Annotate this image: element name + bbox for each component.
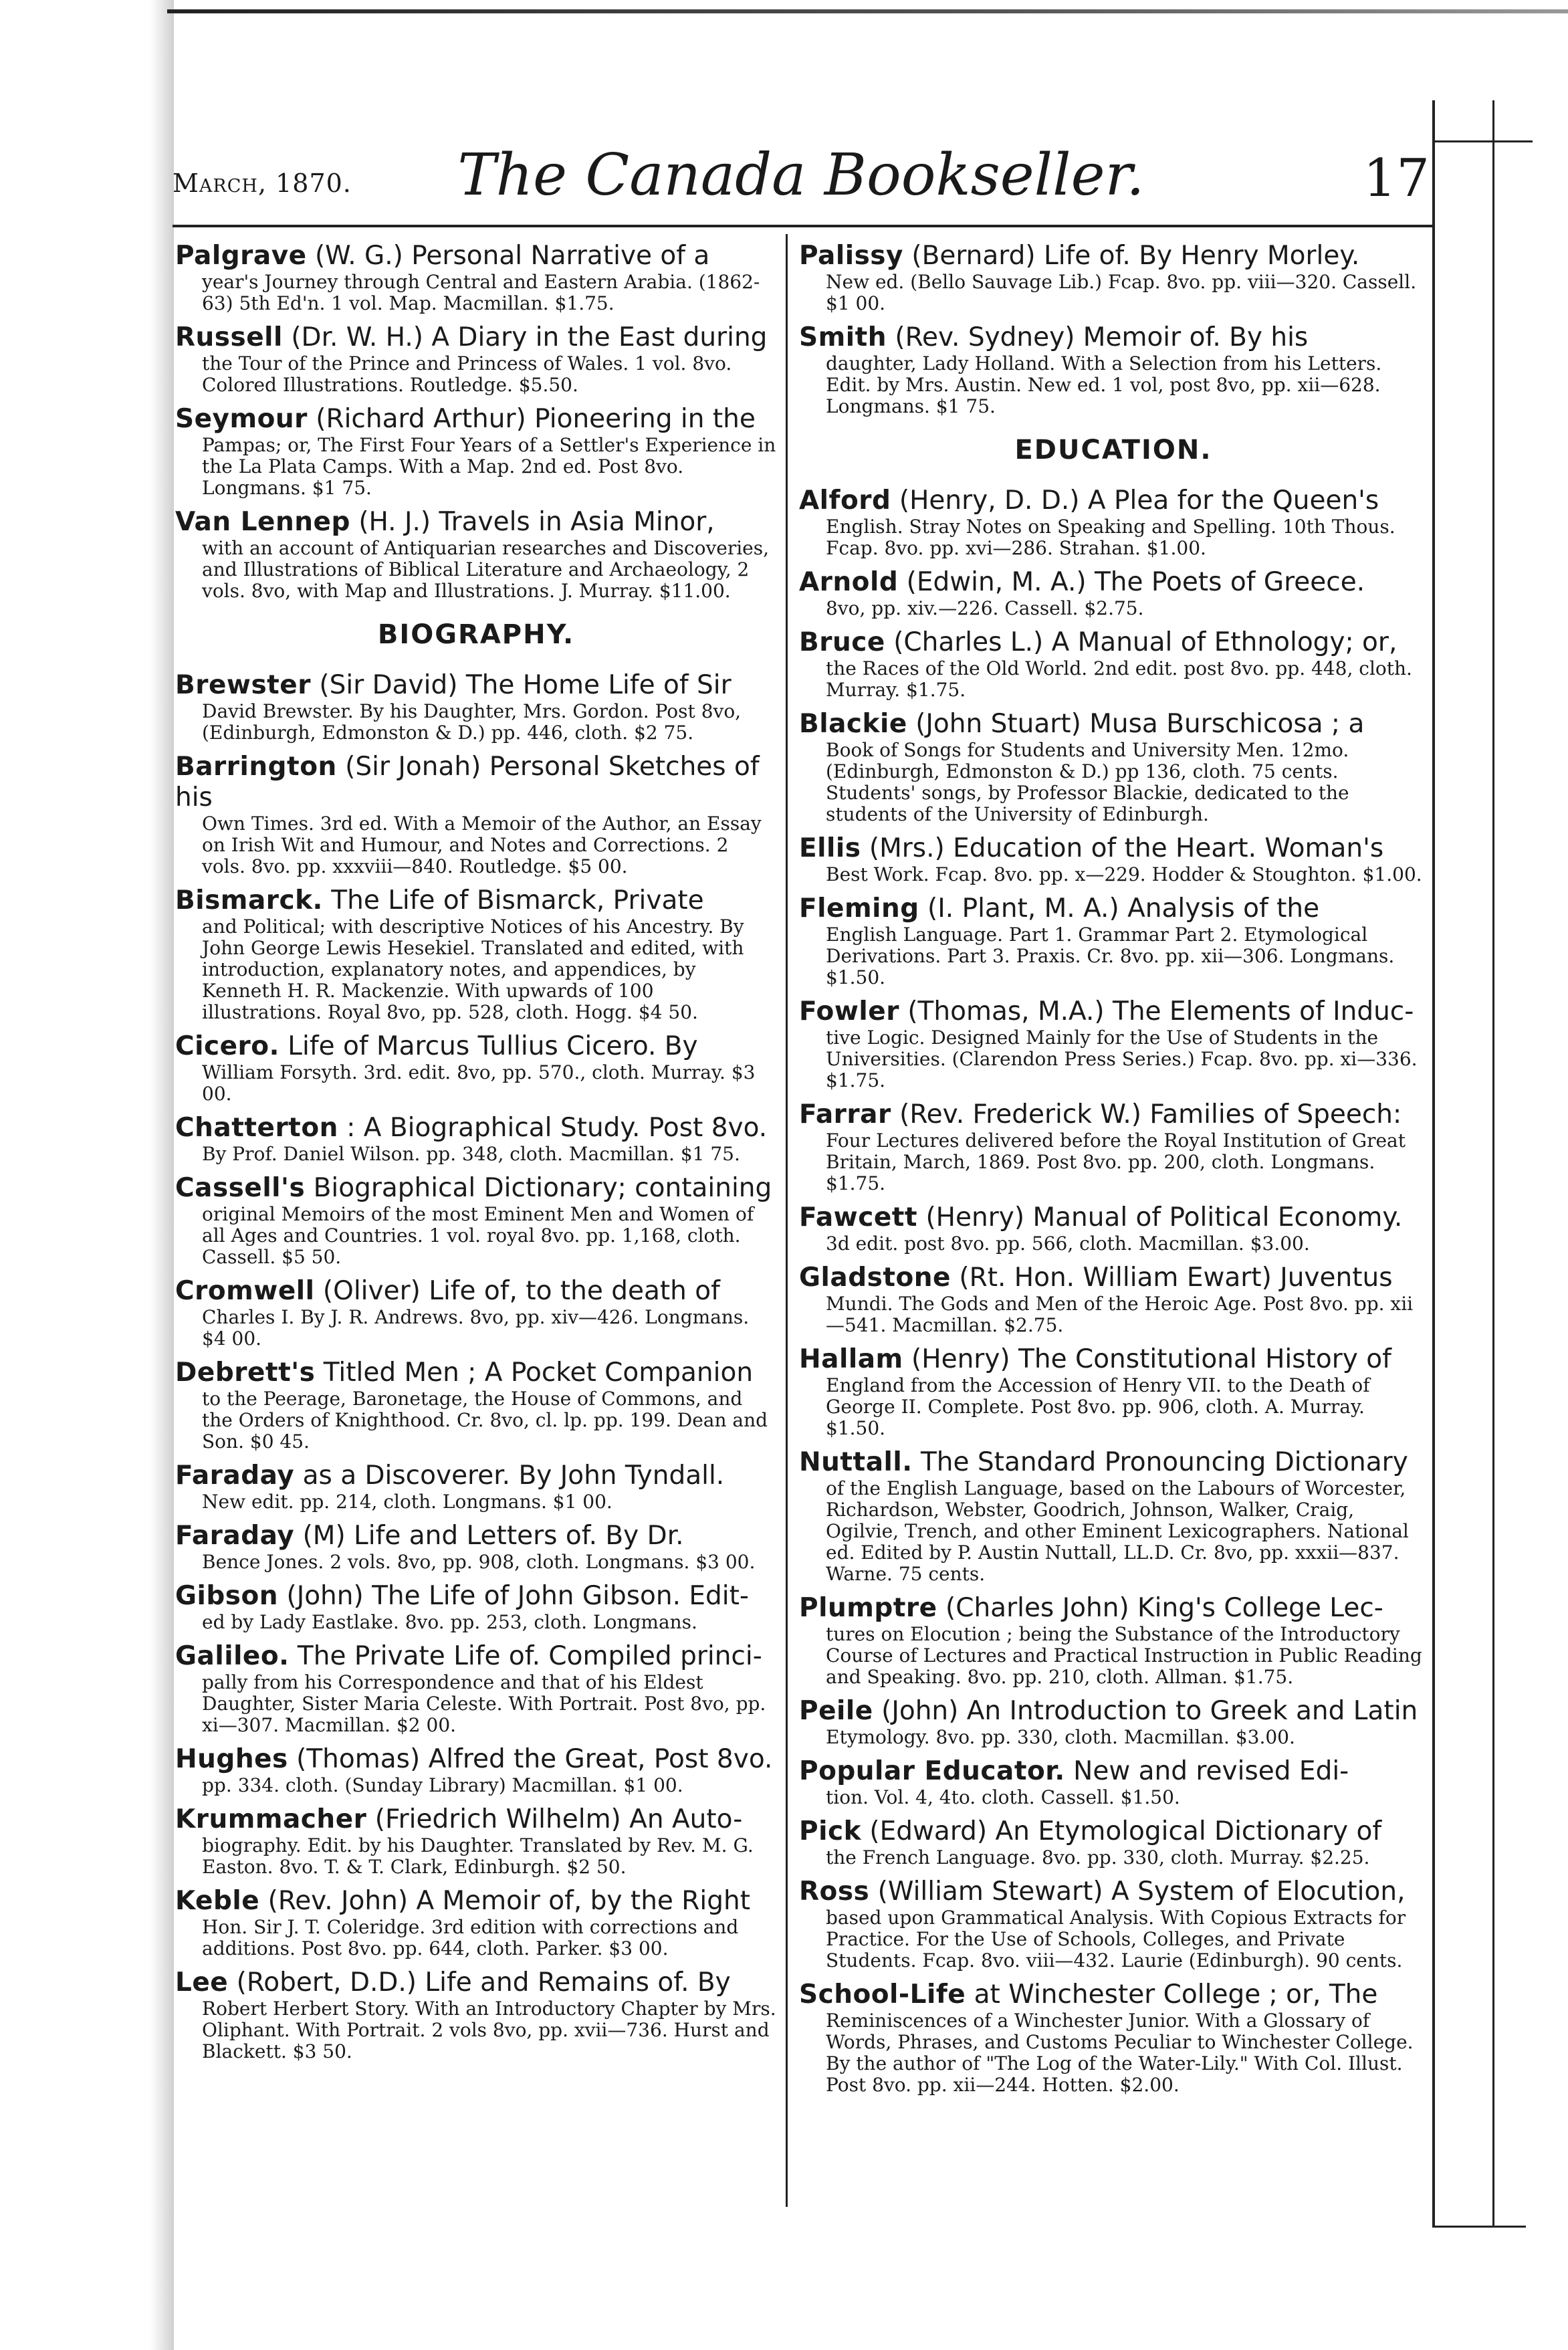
entry-details: tion. Vol. 4, 4to. cloth. Cassell. $1.50.	[826, 1786, 1180, 1808]
book-entry	[799, 1980, 1428, 2096]
book-entry	[175, 1461, 777, 1513]
entry-headword: Cassell's	[175, 1173, 306, 1203]
entry-title: (Richard Arthur) Pioneering in the	[307, 404, 756, 434]
entry-title: The Private Life of. Compiled princi-	[289, 1641, 762, 1671]
entry-details: the Tour of the Prince and Princess of Wales. 1 vol. 8vo. Colored Illustrations. Routledge. $5.50.	[202, 352, 732, 396]
book-entry	[799, 996, 1428, 1091]
book-entry	[799, 1263, 1428, 1336]
entry-headword: Palgrave	[175, 241, 307, 271]
entry-title: (Charles John) King's College Lec-	[937, 1593, 1383, 1623]
entry-title: : A Biographical Study. Post 8vo.	[338, 1113, 768, 1143]
entry-headword: Pick	[799, 1816, 862, 1846]
journal-title: The Canada Bookseller.	[457, 142, 1145, 209]
entry-headword: Faraday	[175, 1461, 295, 1491]
entry-details: daughter, Lady Holland. With a Selection from his Letters. Edit. by Mrs. Austin. New ed. 1 vol, post 8vo, pp. xii—628. Longmans. $1 75.	[826, 352, 1382, 417]
entry-title: (Charles L.) A Manual of Ethnology; or,	[885, 627, 1397, 657]
top-border-rule	[167, 9, 1568, 13]
entry-details: New edit. pp. 214, cloth. Longmans. $1 00.	[202, 1491, 612, 1513]
entry-title: (W. G.) Personal Narrative of a	[306, 241, 710, 271]
book-entry	[799, 1593, 1428, 1688]
book-entry	[175, 507, 777, 602]
entry-headword: Fowler	[799, 996, 899, 1027]
entry-details: Etymology. 8vo. pp. 330, cloth. Macmillan. $3.00.	[826, 1726, 1295, 1748]
book-entry	[175, 885, 777, 1023]
book-entry	[175, 1641, 777, 1736]
entry-title: (Rev. Sydney) Memoir of. By his	[887, 322, 1309, 352]
entry-title-line	[175, 1967, 777, 1998]
entry-title-line	[799, 1756, 1428, 1787]
book-entry	[175, 1744, 777, 1796]
entry-title-line	[175, 1461, 777, 1491]
entry-title: The Standard Pronouncing Dictionary	[912, 1447, 1408, 1477]
entry-headword: Seymour	[175, 404, 308, 434]
entry-title-line	[175, 670, 777, 701]
section-heading-biography: BIOGRAPHY.	[377, 619, 575, 650]
entry-title-line	[175, 1113, 777, 1144]
entry-title-line	[175, 1521, 777, 1552]
book-entry	[799, 627, 1428, 701]
book-entry	[175, 404, 777, 499]
entry-title-line	[175, 507, 777, 538]
entry-headword: Bruce	[799, 627, 885, 657]
entry-title-line	[799, 893, 1428, 924]
entry-title-line	[175, 752, 777, 813]
entry-headword: Krummacher	[175, 1804, 367, 1834]
entry-title-line	[799, 1696, 1428, 1727]
entry-title: The Life of Bismarck, Private	[322, 885, 704, 916]
biography-entries	[175, 670, 777, 2062]
entry-headword: Barrington	[175, 752, 337, 782]
entry-title-line	[799, 1447, 1428, 1478]
entry-headword: Gibson	[175, 1581, 279, 1611]
entry-details: biography. Edit. by his Daughter. Translated by Rev. M. G. Easton. 8vo. T. & T. Clark, Edinburgh. $2 50.	[202, 1834, 754, 1878]
entry-details: England from the Accession of Henry VII. to the Death of George II. Complete. Post 8vo. pp. 906, cloth. A. Murray. $1.50.	[826, 1374, 1370, 1439]
entry-headword: Plumptre	[799, 1593, 937, 1623]
entry-details: New ed. (Bello Sauvage Lib.) Fcap. 8vo. pp. viii—320. Cassell. $1 00.	[826, 271, 1417, 314]
entry-headword: Palissy	[799, 241, 903, 271]
entry-title: (Dr. W. H.) A Diary in the East during	[282, 322, 768, 352]
entry-title-line	[175, 1581, 777, 1612]
entry-headword: Van Lennep	[175, 507, 350, 537]
book-entry	[175, 1276, 777, 1350]
book-entry	[175, 1521, 777, 1573]
entry-details: tive Logic. Designed Mainly for the Use of Students in the Universities. (Clarendon Press Series.) Fcap. 8vo. pp. xi—336. $1.75.	[826, 1027, 1418, 1091]
entry-title-line	[175, 1276, 777, 1307]
entry-title-line	[175, 1358, 777, 1388]
entry-headword: Lee	[175, 1967, 229, 1998]
entry-title-line	[175, 1641, 777, 1672]
issue-date: March, 1870.	[173, 169, 352, 198]
entry-title-line	[175, 1744, 777, 1775]
entry-details: Best Work. Fcap. 8vo. pp. x—229. Hodder & Stoughton. $1.00.	[826, 863, 1422, 885]
entry-title-line	[799, 1816, 1428, 1847]
outer-header-rule	[1432, 140, 1533, 142]
book-entry	[799, 1099, 1428, 1194]
entry-title-line	[175, 1886, 777, 1917]
entry-title-line	[799, 322, 1428, 353]
entry-headword: Russell	[175, 322, 283, 352]
entry-details: and Political; with descriptive Notices of his Ancestry. By John George Lewis Hesekiel. Translated and edited, with introduction, explanatory notes, and appendices, by Kenneth H. R. Mackenzie. With upwards of 100 illustrations. Royal 8vo, pp. 528, cloth. Hogg. $4 50.	[202, 916, 744, 1023]
entry-title-line	[799, 996, 1428, 1027]
entry-headword: Alford	[799, 486, 891, 516]
entry-headword: Peile	[799, 1696, 873, 1726]
entry-details: Mundi. The Gods and Men of the Heroic Age. Post 8vo. pp. xii—541. Macmillan. $2.75.	[826, 1293, 1414, 1336]
entry-headword: Farrar	[799, 1099, 891, 1130]
entry-title: Titled Men ; A Pocket Companion	[315, 1358, 754, 1388]
book-entry	[175, 322, 777, 396]
entry-title: (H. J.) Travels in Asia Minor,	[350, 507, 715, 537]
book-entry	[799, 1447, 1428, 1585]
book-entry	[799, 486, 1428, 559]
entry-title: (Sir Jonah) Personal Sketches of his	[175, 752, 760, 813]
book-entry	[799, 1877, 1428, 1971]
right-column	[799, 241, 1428, 2270]
entry-title-line	[175, 1804, 777, 1835]
entry-headword: Cromwell	[175, 1276, 315, 1306]
page-binding-edge	[0, 0, 174, 2350]
entry-headword: Bismarck.	[175, 885, 323, 916]
entry-details: Own Times. 3rd ed. With a Memoir of the Author, an Essay on Irish Wit and Humour, and Notes and Corrections. 2 vols. 8vo. pp. xxxviii—840. Routledge. $5 00.	[202, 813, 762, 877]
entry-details: of the English Language, based on the Labours of Worcester, Richardson, Webster, Goodrich, Johnson, Walker, Craig, Ogilvie, Trench, and other Eminent Lexicographers. National ed. Edited by P. Austin Nuttall, LL.D. Cr. 8vo, pp. xxxii—837. Warne. 75 cents.	[826, 1477, 1409, 1585]
entry-title: (Edwin, M. A.) The Poets of Greece.	[898, 567, 1365, 597]
entry-title: (John Stuart) Musa Burschicosa ; a	[907, 709, 1365, 739]
biography-continued-entries	[799, 241, 1428, 417]
entry-title: (Friedrich Wilhelm) An Auto-	[366, 1804, 743, 1834]
entry-title-line	[799, 1202, 1428, 1233]
entry-title-line	[799, 486, 1428, 516]
book-entry	[799, 1202, 1428, 1255]
entry-details: with an account of Antiquarian researches and Discoveries, and Illustrations of Biblical Literature and Archaeology, 2 vols. 8vo, with Map and Illustrations. J. Murray. $11.00.	[202, 537, 770, 602]
entry-headword: Galileo.	[175, 1641, 290, 1671]
book-entry	[175, 1886, 777, 1959]
entry-title: Biographical Dictionary; containing	[305, 1173, 772, 1203]
book-entry	[799, 1756, 1428, 1808]
book-entry	[799, 833, 1428, 885]
entry-title: (I. Plant, M. A.) Analysis of the	[919, 893, 1320, 924]
entry-title: (William Stewart) A System of Elocution,	[869, 1877, 1406, 1907]
education-entries	[799, 486, 1428, 2096]
book-entry	[175, 1581, 777, 1633]
entry-details: based upon Grammatical Analysis. With Copious Extracts for Practice. For the Use of Schools, Colleges, and Private Students. Fcap. 8vo. viii—432. Laurie (Edinburgh). 90 cents.	[826, 1907, 1406, 1971]
entry-details: Four Lectures delivered before the Royal Institution of Great Britain, March, 1869. Post 8vo. pp. 200, cloth. Longmans. $1.75.	[826, 1130, 1406, 1194]
book-entry	[175, 670, 777, 744]
book-entry	[175, 1113, 777, 1165]
entry-title-line	[799, 1344, 1428, 1375]
book-entry	[175, 752, 777, 877]
entry-details: Charles I. By J. R. Andrews. 8vo, pp. xiv—426. Longmans. $4 00.	[202, 1306, 750, 1350]
entry-title-line	[799, 833, 1428, 864]
entry-details: pp. 334. cloth. (Sunday Library) Macmillan. $1 00.	[202, 1774, 683, 1796]
entry-title: (John) An Introduction to Greek and Latin	[873, 1696, 1418, 1726]
footer-rule	[1432, 2226, 1526, 2228]
entry-title-line	[799, 1263, 1428, 1293]
right-margin-rule	[1432, 100, 1435, 2227]
entry-title: (Thomas) Alfred the Great, Post 8vo.	[288, 1744, 773, 1774]
page-header	[173, 142, 1430, 215]
entry-details: the French Language. 8vo. pp. 330, cloth. Murray. $2.25.	[826, 1846, 1370, 1868]
entry-title: (Bernard) Life of. By Henry Morley.	[903, 241, 1360, 271]
entry-headword: Ross	[799, 1877, 870, 1907]
entry-details: 8vo, pp. xiv.—226. Cassell. $2.75.	[826, 597, 1144, 619]
entry-title: at Winchester College ; or, The	[966, 1980, 1378, 2010]
book-entry	[175, 241, 777, 314]
entry-title: (John) The Life of John Gibson. Edit-	[278, 1581, 750, 1611]
entry-details: William Forsyth. 3rd. edit. 8vo, pp. 570., cloth. Murray. $3 00.	[202, 1061, 756, 1105]
entry-headword: Keble	[175, 1886, 260, 1916]
entry-details: Robert Herbert Story. With an Introductory Chapter by Mrs. Oliphant. With Portrait. 2 vols 8vo, pp. xvii—736. Hurst and Blackett. $3 50.	[202, 1998, 776, 2062]
entry-headword: Arnold	[799, 567, 899, 597]
book-entry	[175, 1173, 777, 1268]
entry-title: New and revised Edi-	[1065, 1756, 1349, 1786]
entry-title-line	[175, 1031, 777, 1062]
entry-details: year's Journey through Central and Eastern Arabia. (1862-63) 5th Ed'n. 1 vol. Map. Macmillan. $1.75.	[202, 271, 760, 314]
page-number: 17	[1363, 148, 1430, 209]
entry-details: the Races of the Old World. 2nd edit. post 8vo. pp. 448, cloth. Murray. $1.75.	[826, 657, 1412, 701]
outer-right-rule	[1492, 100, 1494, 2227]
entry-title-line	[799, 241, 1428, 272]
entry-headword: Cicero.	[175, 1031, 279, 1061]
entry-title-line	[799, 1099, 1428, 1130]
left-column	[175, 241, 777, 2270]
entry-title-line	[175, 885, 777, 916]
entry-title-line	[799, 1877, 1428, 1907]
entry-details: ed by Lady Eastlake. 8vo. pp. 253, cloth. Longmans.	[202, 1611, 697, 1633]
book-entry	[799, 1344, 1428, 1439]
book-entry	[175, 1358, 777, 1453]
entry-headword: Nuttall.	[799, 1447, 913, 1477]
entry-title: (Rt. Hon. William Ewart) Juventus	[950, 1263, 1393, 1293]
entry-details: David Brewster. By his Daughter, Mrs. Gordon. Post 8vo, (Edinburgh, Edmonston & D.) pp. 446, cloth. $2 75.	[202, 700, 742, 744]
entry-details: Bence Jones. 2 vols. 8vo, pp. 908, cloth. Longmans. $3 00.	[202, 1551, 756, 1573]
entry-title: (Rev. John) A Memoir of, by the Right	[259, 1886, 750, 1916]
book-entry	[799, 567, 1428, 619]
entry-details: 3d edit. post 8vo. pp. 566, cloth. Macmillan. $3.00.	[826, 1233, 1310, 1255]
entry-title-line	[175, 322, 777, 353]
entry-title-line	[799, 567, 1428, 598]
book-entry	[799, 1696, 1428, 1748]
entry-title-line	[175, 404, 777, 435]
entry-title: (Sir David) The Home Life of Sir	[310, 670, 732, 700]
entry-title-line	[799, 709, 1428, 740]
entry-title: (M) Life and Letters of. By Dr.	[294, 1521, 684, 1551]
entry-title-line	[799, 627, 1428, 658]
entry-headword: Faraday	[175, 1521, 295, 1551]
entry-details: tures on Elocution ; being the Substance of the Introductory Course of Lectures and Practical Instruction in Public Reading and Speaking. 8vo. pp. 210, cloth. Allman. $1.75.	[826, 1623, 1422, 1688]
entry-title: (Robert, D.D.) Life and Remains of. By	[228, 1967, 731, 1998]
entry-details: English. Stray Notes on Speaking and Spelling. 10th Thous. Fcap. 8vo. pp. xvi—286. Strahan. $1.00.	[826, 516, 1395, 559]
header-rule	[173, 225, 1434, 227]
book-entry	[175, 1804, 777, 1878]
entry-title: (Thomas, M.A.) The Elements of Induc-	[899, 996, 1414, 1027]
entry-title-line	[799, 1980, 1428, 2010]
entry-headword: Brewster	[175, 670, 311, 700]
book-entry	[799, 1816, 1428, 1868]
entry-details: Pampas; or, The First Four Years of a Settler's Experience in the La Plata Camps. With a Map. 2nd ed. Post 8vo. Longmans. $1 75.	[202, 434, 776, 499]
entry-details: By Prof. Daniel Wilson. pp. 348, cloth. Macmillan. $1 75.	[202, 1143, 740, 1165]
travel-entries	[175, 241, 777, 602]
entry-headword: Hughes	[175, 1744, 288, 1774]
entry-title-line	[175, 1173, 777, 1204]
entry-title-line	[175, 241, 777, 272]
entry-headword: Smith	[799, 322, 887, 352]
book-entry	[799, 893, 1428, 988]
entry-headword: Blackie	[799, 709, 907, 739]
entry-details: Hon. Sir J. T. Coleridge. 3rd edition with corrections and additions. Post 8vo. pp. 644, cloth. Parker. $3 00.	[202, 1916, 739, 1959]
entry-title: (Henry) The Constitutional History of	[903, 1344, 1391, 1374]
entry-title: (Oliver) Life of, to the death of	[314, 1276, 720, 1306]
entry-title: Life of Marcus Tullius Cicero. By	[279, 1031, 698, 1061]
entry-headword: Fawcett	[799, 1202, 918, 1233]
book-entry	[175, 1967, 777, 2062]
entry-title: (Henry, D. D.) A Plea for the Queen's	[891, 486, 1379, 516]
entry-headword: Chatterton	[175, 1113, 338, 1143]
book-entry	[175, 1031, 777, 1105]
entry-title: (Henry) Manual of Political Economy.	[917, 1202, 1403, 1233]
section-heading-education: EDUCATION.	[1014, 435, 1212, 465]
entry-headword: Ellis	[799, 833, 861, 863]
entry-headword: Hallam	[799, 1344, 903, 1374]
book-entry	[799, 322, 1428, 417]
entry-headword: Fleming	[799, 893, 919, 924]
column-divider	[786, 234, 788, 2207]
entry-details: pally from his Correspondence and that of his Eldest Daughter, Sister Maria Celeste. With Portrait. Post 8vo, pp. xi—307. Macmillan. $2 00.	[202, 1671, 766, 1736]
entry-title-line	[799, 1593, 1428, 1624]
entry-title: (Edward) An Etymological Dictionary of	[861, 1816, 1382, 1846]
book-entry	[799, 241, 1428, 314]
entry-details: to the Peerage, Baronetage, the House of Commons, and the Orders of Knighthood. Cr. 8vo, cl. lp. pp. 199. Dean and Son. $0 45.	[202, 1388, 768, 1453]
entry-headword: Debrett's	[175, 1358, 316, 1388]
entry-details: original Memoirs of the most Eminent Men and Women of all Ages and Countries. 1 vol. royal 8vo. pp. 1,168, cloth. Cassell. $5 50.	[202, 1203, 754, 1268]
entry-details: Book of Songs for Students and University Men. 12mo. (Edinburgh, Edmonston & D.) pp 136, cloth. 75 cents. Students' songs, by Professor Blackie, dedicated to the students of the University of Edinburgh.	[826, 739, 1349, 825]
entry-details: Reminiscences of a Winchester Junior. With a Glossary of Words, Phrases, and Customs Peculiar to Winchester College. By the author of "The Log of the Water-Lily." With Col. Illust. Post 8vo. pp. xii—244. Hotten. $2.00.	[826, 2010, 1414, 2096]
entry-headword: Gladstone	[799, 1263, 951, 1293]
entry-title: (Mrs.) Education of the Heart. Woman's	[861, 833, 1384, 863]
entry-headword: School-Life	[799, 1980, 966, 2010]
entry-headword: Popular Educator.	[799, 1756, 1065, 1786]
entry-title: (Rev. Frederick W.) Families of Speech:	[891, 1099, 1402, 1130]
entry-title: as a Discoverer. By John Tyndall.	[294, 1461, 725, 1491]
entry-details: English Language. Part 1. Grammar Part 2. Etymological Derivations. Part 3. Praxis. Cr. 8vo. pp. xii—306. Longmans. $1.50.	[826, 924, 1395, 988]
book-entry	[799, 709, 1428, 825]
